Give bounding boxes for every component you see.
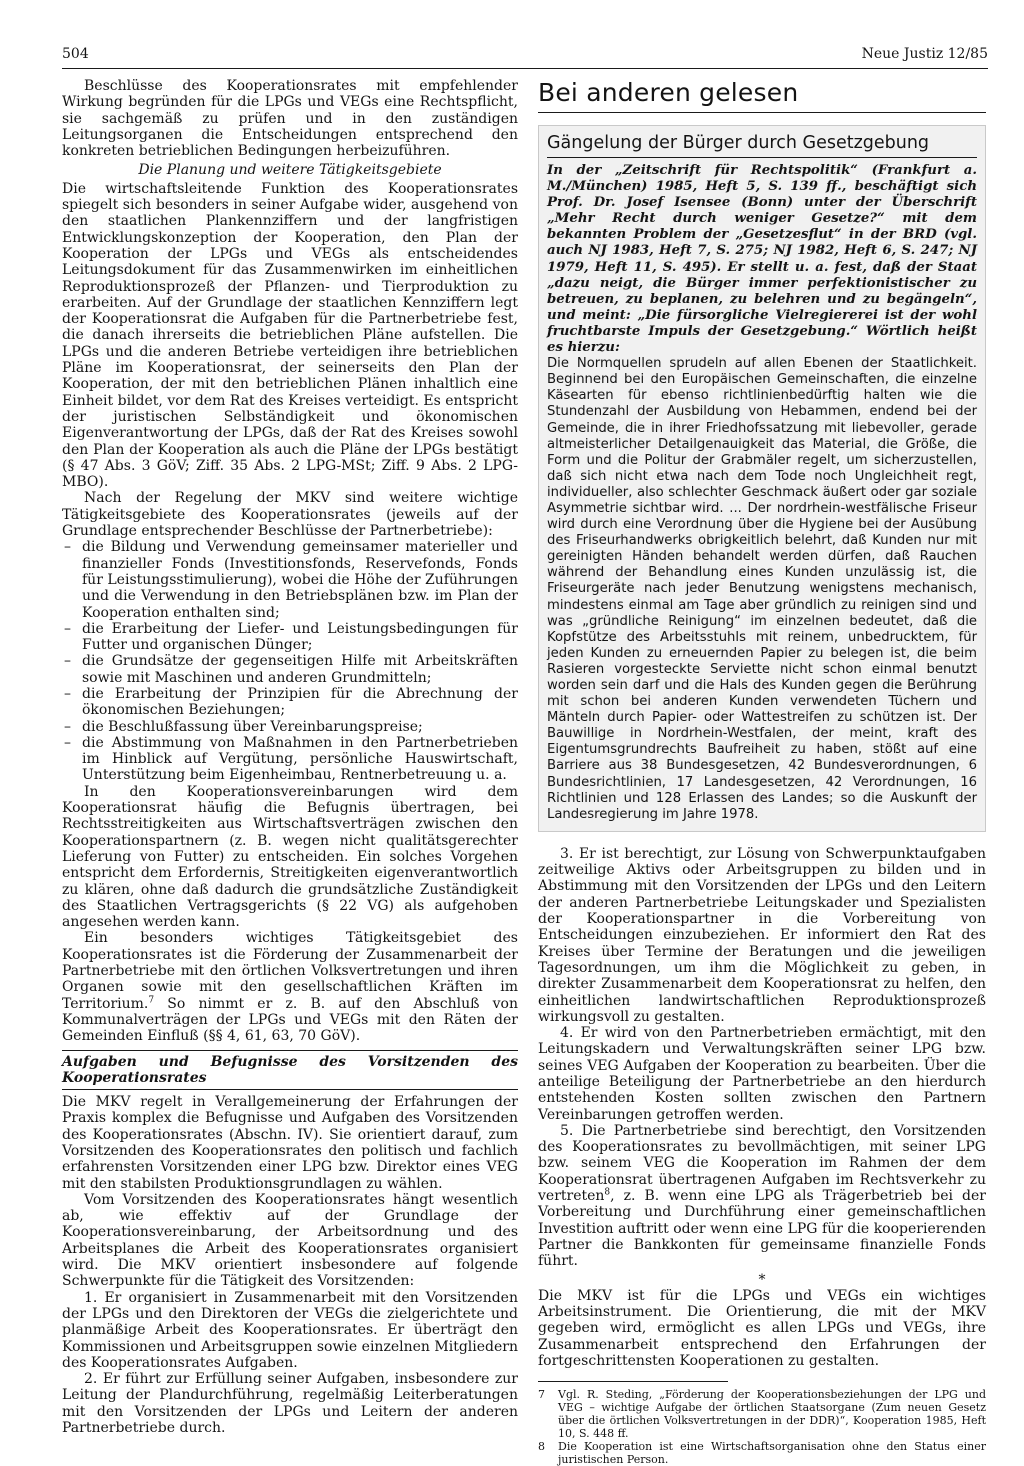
excerpt-title: Gängelung der Bürger durch Gesetzgebung (547, 132, 977, 158)
footnote-text: Die Kooperation ist eine Wirtschaftsorganisation ohne den Status einer juristischen Person. (558, 1440, 986, 1466)
paragraph (62, 930, 518, 1044)
journal-issue: Neue Justiz 12/85 (861, 46, 988, 62)
footnote-number: 8 (538, 1440, 545, 1454)
page-header (62, 44, 988, 69)
excerpt-intro: In der „Zeitschrift für Rechtspolitik“ (Frankfurt a. M./München) 1985, Heft 5, S. 139 ff., beschäftigt sich Prof. Dr. Josef Isensee (Bonn) unter der Überschrift „Mehr Recht durch weniger Gesetze?“ mit dem bekannten Problem der „Gesetzesflut“ in der BRD (vgl. auch NJ 1983, Heft 7, S. 275; NJ 1982, Heft 6, S. 247; NJ 1979, Heft 11, S. 495). Er stellt u. a. fest, daß der Staat „dazu neigt, die Bürger immer perfektionistischer zu betreuen, zu beplanen, zu belehren und zu begängeln“, und meint: „Die fürsorgliche Vielregiererei ist der wohl fruchtbarste Impuls der Gesetzgebung.“ Wörtlich heißt es hierzu: (547, 163, 977, 356)
footnote (538, 1440, 986, 1466)
footnotes (538, 1381, 986, 1466)
footnote-ref: 7 (148, 994, 155, 1005)
paragraph-text: Ein besonders wichtiges Tätigkeitsgebiet des Kooperationsrates ist die Förderung der Zusammenarbeit der Partnerbetriebe mit den örtlichen Volksvertretungen und ihren Organen sowie mit den gesellschaftlichen Kräften im Territorium. (62, 930, 518, 1012)
paragraph: In den Kooperationsvereinbarungen wird dem Kooperationsrat häufig die Befugnis übertragen, bei Rechtsstreitigkeiten aus Wirtschaftsverträgen zwischen den Kooperationspartnern (z. B. wegen nicht qualitätsgerechter Lieferung von Futter) zu entscheiden. Ein solches Vorgehen entspricht dem Erfordernis, Streitigkeiten eigenverantwortlich zu klären, ohne daß dadurch die grundsätzliche Zuständigkeit des Staatlichen Vertragsgerichts (§ 22 VG) als aufgehoben angesehen werden kann. (62, 783, 518, 931)
paragraph: Vom Vorsitzenden des Kooperationsrates hängt wesentlich ab, wie effektiv auf der Grundlage der Kooperationsvereinbarung, der Arbeitsordnung und des Arbeitsplanes die Arbeit des Kooperationsrates organisiert wird. Die MKV orientiert insbesondere auf folgende Schwerpunkte für die Tätigkeit des Vorsitzenden: (62, 1191, 518, 1290)
section-title: Bei anderen gelesen (538, 78, 986, 113)
left-column (62, 78, 518, 1436)
list-item: – die Erarbeitung der Liefer- und Leistungsbedingungen für Futter und organischen Dünger; (62, 621, 518, 654)
footnote-text: Vgl. R. Steding, „Förderung der Kooperationsbeziehungen der LPG und VEG – wichtige Aufgabe der örtlichen Staatsorgane (Zum neuen Gesetz über die örtlichen Volksvertretungen in der DDR)“, Kooperation 1985, Heft 10, S. 448 ff. (558, 1388, 986, 1441)
section-subheading: Aufgaben und Befugnisse des Vorsitzenden des Kooperationsrates (62, 1050, 518, 1091)
section-subheading: Die Planung und weitere Tätigkeitsgebiete (138, 162, 442, 179)
footnote (538, 1388, 986, 1440)
excerpt-quote: Die Normquellen sprudeln auf allen Ebenen der Staatlichkeit. Beginnend bei den Europäischen Gemeinschaften, die einzelne Käsearten für ebenso richtlinienbedürftig halten wie die Stundenzahl der Ausbildung von Hebammen, endend bei der Gemeinde, die in ihrer Friedhofssatzung mit liebevoller, gerade altmeisterlicher Detailgenauigkeit das Material, die Größe, die Form und die Politur der Grabmäler regelt, um sicherzustellen, daß sich nicht etwa nach dem Tode noch Ungleichheit regt, individueller, also schlechter Geschmack äußert oder gar soziale Asymmetrie sichtbar wird. ... Der nordrhein-westfälische Friseur wird durch eine Verordnung über die Hygiene bei der Ausübung des Friseurhandwerks obrigkeitlich belehrt, daß Kunden nur mit gereinigten Händen behandelt werden dürfen, daß Rauchen während der Behandlung eines Kunden unzulässig ist, die Friseurgeräte nach jeder Benutzung wenigstens mechanisch, mindestens einmal am Tage aber gründlich zu reinigen sind und was „gründliche Reinigung“ im einzelnen bedeutet, daß die Kopfstütze des Arbeitsstuhls mit reinem, unbedrucktem, für jeden Kunden zu erneuernden Papier zu belegen ist, die beim Rasieren vorgesteckte Serviette nicht schon einmal benutzt worden sein darf und die Hals des Kunden gegen die Berührung mit schon bei anderen Kunden verwendeten Tüchern und Mänteln durch Papier- oder Wattestreifen zu schützen ist. Der Bauwillige in Nordrhein-Westfalen, der meint, kraft des Eigentumsgrundrechts Baufreiheit zu haben, stößt auf eine Barriere aus 38 Bundesgesetzen, 42 Bundesverordnungen, 6 Bundesrichtlinien, 17 Landesgesetzen, 42 Verordnungen, 16 Richtlinien und 128 Erlassen des Landes; so die Auskunft der Landesregierung im Jahre 1978. (547, 356, 977, 822)
list-item: – die Bildung und Verwendung gemeinsamer materieller und finanzieller Fonds (Investitionsfonds, Reservefonds, Fonds für Leistungsstimulierung), wobei die Höhe der Zuführungen und die Verwendung in den Betriebsplänen bzw. im Plan der Kooperation enthalten sind; (62, 539, 518, 620)
paragraph-text: 5. Die Partnerbetriebe sind berechtigt, den Vorsitzenden des Kooperationsrates zu bevollmächtigen, mit seiner LPG bzw. seinem VEG die Kooperation im Rahmen der dem Kooperationsrat übertragenen Aufgaben im Rechtsverkehr zu vertreten (538, 1122, 986, 1205)
paragraph: Die wirtschaftsleitende Funktion des Kooperationsrates spiegelt sich besonders in seiner Aufgabe wider, ausgehend von den staatlichen Plankennziffern und der langfristigen Entwicklungskonzeption der Kooperation, den Plan der Kooperation der LPGs und VEGs als entscheidendes Leitungsdokument für das Zusammenwirken im einheitlichen Reproduktionsprozeß der Pflanzen- und Tierproduktion zu erarbeiten. Auf der Grundlage der staatlichen Kennziffern legt der Kooperationsrat die Aufgaben für die Partnerbetriebe fest, die danach ihrerseits die betrieblichen Pläne aufstellen. Die LPGs und die anderen Betriebe verteidigen ihre betrieblichen Pläne im Kooperationsrat, der seinerseits den Plan der Kooperation, der mit den betrieblichen Plänen inhaltlich eine Einheit bildet, vor dem Rat des Kreises verteidigt. Es entspricht der juristischen Selbständigkeit und ökonomischen Eigenverantwortung der LPGs, daß der Rat des Kreises sowohl den Plan der Kooperation als auch die Pläne der LPGs bestätigt (§ 47 Abs. 3 GöV; Ziff. 35 Abs. 2 LPG-MSt; Ziff. 9 Abs. 2 LPG-MBO). (62, 180, 518, 491)
paragraph: Nach der Regelung der MKV sind weitere wichtige Tätigkeitsgebiete des Kooperationsrates (jeweils auf der Grundlage entsprechender Beschlüsse der Partnerbetriebe): (62, 490, 518, 540)
footnote-ref: 8 (604, 1187, 611, 1198)
paragraph: 2. Er führt zur Erfüllung seiner Aufgaben, insbesondere zur Leitung der Plandurchführung, regelmäßig Leiterberatungen mit den Vorsitzenden der LPGs und Leitern der anderen Partnerbetriebe durch. (62, 1371, 518, 1437)
paragraph: Beschlüsse des Kooperationsrates mit empfehlender Wirkung begründen für die LPGs und VEGs eine Rechtspflicht, sie sachgemäß zu prüfen und in den zuständigen Leitungsorganen die Entscheidungen entsprechend den konkreten betrieblichen Bedingungen herbeizuführen. (62, 78, 518, 160)
activity-list (62, 539, 518, 783)
list-item: – die Abstimmung von Maßnahmen in den Partnerbetrieben im Hinblick auf Vergütung, persönliche Hauswirtschaft, Unterstützung beim Eigenheimbau, Rentnerbetreuung u. a. (62, 735, 518, 784)
excerpt-box (538, 125, 986, 832)
paragraph (538, 1123, 986, 1270)
right-column (538, 78, 986, 1466)
separator-star: * (758, 1271, 766, 1288)
page-number: 504 (62, 46, 89, 62)
paragraph: 1. Er organisiert in Zusammenarbeit mit den Vorsitzenden der LPGs und den Direktoren der VEGs die zielgerichtete und planmäßige Arbeit des Kooperationsrates. Er überträgt den Kommissionen und Arbeitsgruppen sowie einzelnen Mitgliedern des Kooperationsrates Aufgaben. (62, 1289, 518, 1371)
paragraph: Die MKV ist für die LPGs und VEGs ein wichtiges Arbeitsinstrument. Die Orientierung, die mit der MKV gegeben wird, ermöglicht es allen LPGs und VEGs, ihre Zusammenarbeit entsprechend den Erfahrungen der fortgeschrittensten Kooperationen zu gestalten. (538, 1287, 986, 1370)
list-item: – die Beschlußfassung über Vereinbarungspreise; (62, 719, 518, 735)
paragraph-text: , z. B. wenn eine LPG als Trägerbetrieb bei der Vorbereitung und Durchführung einer gemeinschaftlichen Investition auftritt oder wenn eine LPG für die kooperierenden Partner die Bankkonten für gemeinsame finanzielle Fonds führt. (538, 1188, 986, 1270)
paragraph: 3. Er ist berechtigt, zur Lösung von Schwerpunktaufgaben zeitweilige Aktivs oder Arbeitsgruppen zu bilden und in Abstimmung mit den Vorsitzenden der LPGs und den Leitern der anderen Partnerbetriebe Leitungskader und Spezialisten der Kooperationspartner in die Vorbereitung von Entscheidungen einzubeziehen. Er informiert den Rat des Kreises über Termine der Beratungen und die jeweiligen Tagesordnungen, um ihm die Möglichkeit zu geben, in direkter Zusammenarbeit dem Kooperationsrat zu helfen, den einheitlichen landwirtschaftlichen Reproduktionsprozeß wirkungsvoll zu gestalten. (538, 845, 986, 1025)
paragraph: 4. Er wird von den Partnerbetrieben ermächtigt, mit den Leitungskadern und Verwaltungskräften seiner LPG bzw. seines VEG Aufgaben der Kooperation zu bearbeiten. Über die anteilige Beteiligung der Partnerbetriebe an den hierdurch entstehenden Kosten sollten zwischen den Partnern Vereinbarungen getroffen werden. (538, 1025, 986, 1123)
paragraph: Die MKV regelt in Verallgemeinerung der Erfahrungen der Praxis komplex die Befugnisse und Aufgaben des Vorsitzenden des Kooperationsrates (Abschn. IV). Sie orientiert darauf, zum Vorsitzenden des Kooperationsrates den politisch und fachlich erfahrensten Vorsitzenden einer LPG bzw. Direktor eines VEG mit den stabilsten Produktionsgrundlagen zu wählen. (62, 1094, 518, 1192)
list-item: – die Erarbeitung der Prinzipien für die Abrechnung der ökonomischen Beziehungen; (62, 686, 518, 719)
footnote-number: 7 (538, 1388, 545, 1402)
list-item: – die Grundsätze der gegenseitigen Hilfe mit Arbeitskräften sowie mit Maschinen und anderen Grundmitteln; (62, 653, 518, 686)
paragraph-text: So nimmt er z. B. auf den Abschluß von Kommunalverträgen der LPGs und VEGs mit den Räten der Gemeinden Einfluß (§§ 4, 61, 63, 70 GöV). (62, 995, 518, 1045)
